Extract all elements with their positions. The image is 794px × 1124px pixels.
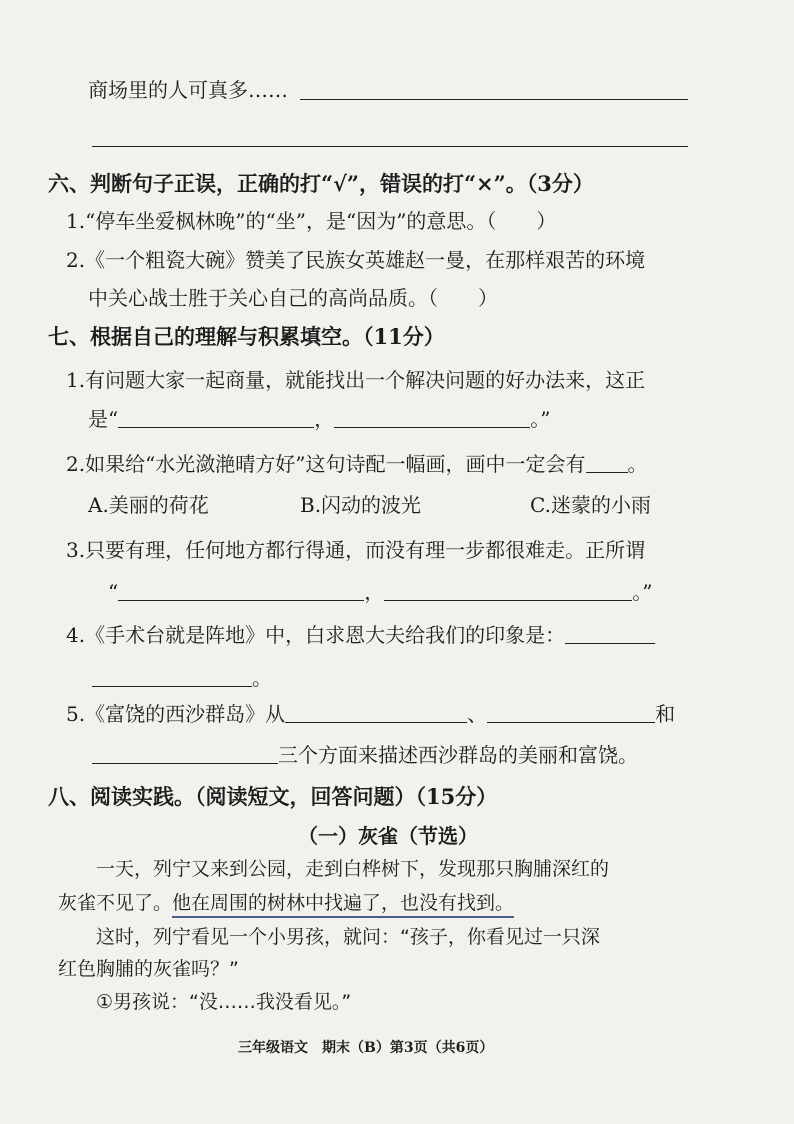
option-a: A.美丽的荷花 xyxy=(88,493,209,517)
passage-title: （一）灰雀（节选） xyxy=(298,824,478,848)
prompt-text: 商场里的人可真多…… xyxy=(88,78,288,102)
question-text: 4.《手术台就是阵地》中，白求恩大夫给我们的印象是： xyxy=(66,623,566,647)
s6-question-1: 1.“停车坐爱枫林晚”的“坐”，是“因为”的意思。（ ） xyxy=(66,209,557,233)
s7-question-4 xyxy=(66,621,655,649)
passage-paragraph-3: ①男孩说：“没……我没看见。” xyxy=(96,991,352,1013)
page-footer: 三年级语文 期末（B）第3页（共6页） xyxy=(238,1040,494,1056)
comma: ， xyxy=(314,407,335,431)
fill-blank[interactable] xyxy=(586,452,628,473)
s7-question-3-line2 xyxy=(108,578,652,606)
s7-question-1-line2 xyxy=(88,405,550,433)
option-c: C.迷蒙的小雨 xyxy=(530,493,651,517)
fill-blank[interactable] xyxy=(118,407,314,428)
passage-paragraph-2-line2: 红色胸脯的灰雀吗？” xyxy=(58,958,239,980)
underlined-sentence: 他在周围的树林中找遍了，也没有找到。 xyxy=(172,892,514,918)
quote-open: “ xyxy=(108,580,119,604)
section-7-title: 七、根据自己的理解与积累填空。（11分） xyxy=(48,324,445,349)
fill-blank[interactable] xyxy=(285,702,467,723)
s6-question-2-line2: 中关心战士胜于关心自己的高尚品质。（ ） xyxy=(88,286,498,310)
answer-line[interactable] xyxy=(300,99,688,100)
quote-close: 。” xyxy=(530,407,551,431)
fill-blank[interactable] xyxy=(334,407,530,428)
period: 。 xyxy=(627,452,648,476)
quote-open: 是“ xyxy=(88,407,119,431)
question-text: 5.《富饶的西沙群岛》从 xyxy=(66,702,286,726)
s7-question-2 xyxy=(66,450,648,478)
s6-question-2-line1: 2.《一个粗瓷大碗》赞美了民族女英雄赵一曼，在那样艰苦的环境 xyxy=(66,248,646,272)
passage-paragraph-1-line2 xyxy=(58,889,514,917)
s7-question-3-line1: 3.只要有理，任何地方都行得通，而没有理一步都很难走。正所谓 xyxy=(66,538,646,562)
period: 。 xyxy=(252,666,272,690)
s7-question-4-line2 xyxy=(92,664,272,692)
s7-question-5-line1 xyxy=(66,700,675,728)
passage-paragraph-2-line1: 这时，列宁看见一个小男孩，就问：“孩子，你看见过一只深 xyxy=(96,926,600,948)
fill-blank[interactable] xyxy=(487,702,655,723)
passage-text: 灰雀不见了。 xyxy=(58,892,173,914)
option-b: B.闪动的波光 xyxy=(300,493,422,517)
separator: 、 xyxy=(467,702,488,726)
s7-question-1-line1: 1.有问题大家一起商量，就能找出一个解决问题的好办法来，这正 xyxy=(66,368,646,392)
question-text: 三个方面来描述西沙群岛的美丽和富饶。 xyxy=(278,743,638,767)
and-text: 和 xyxy=(655,702,676,726)
fill-blank[interactable] xyxy=(118,580,364,601)
passage-paragraph-1-line1: 一天，列宁又来到公园，走到白桦树下，发现那只胸脯深红的 xyxy=(96,858,610,880)
fill-blank[interactable] xyxy=(384,580,632,601)
quote-close: 。” xyxy=(632,580,653,604)
writing-prompt xyxy=(88,76,288,104)
s7-question-5-line2 xyxy=(92,741,638,769)
section-6-title: 六、判断句子正误，正确的打“√”，错误的打“×”。（3分） xyxy=(48,171,594,196)
fill-blank[interactable] xyxy=(92,666,252,687)
fill-blank[interactable] xyxy=(565,623,655,644)
section-8-title: 八、阅读实践。（阅读短文，回答问题）（15分） xyxy=(48,784,498,809)
question-text: 2.如果给“水光潋滟晴方好”这句诗配一幅画，画中一定会有 xyxy=(66,452,586,476)
fill-blank[interactable] xyxy=(92,743,278,764)
comma: ， xyxy=(364,580,385,604)
answer-line[interactable] xyxy=(92,146,688,147)
